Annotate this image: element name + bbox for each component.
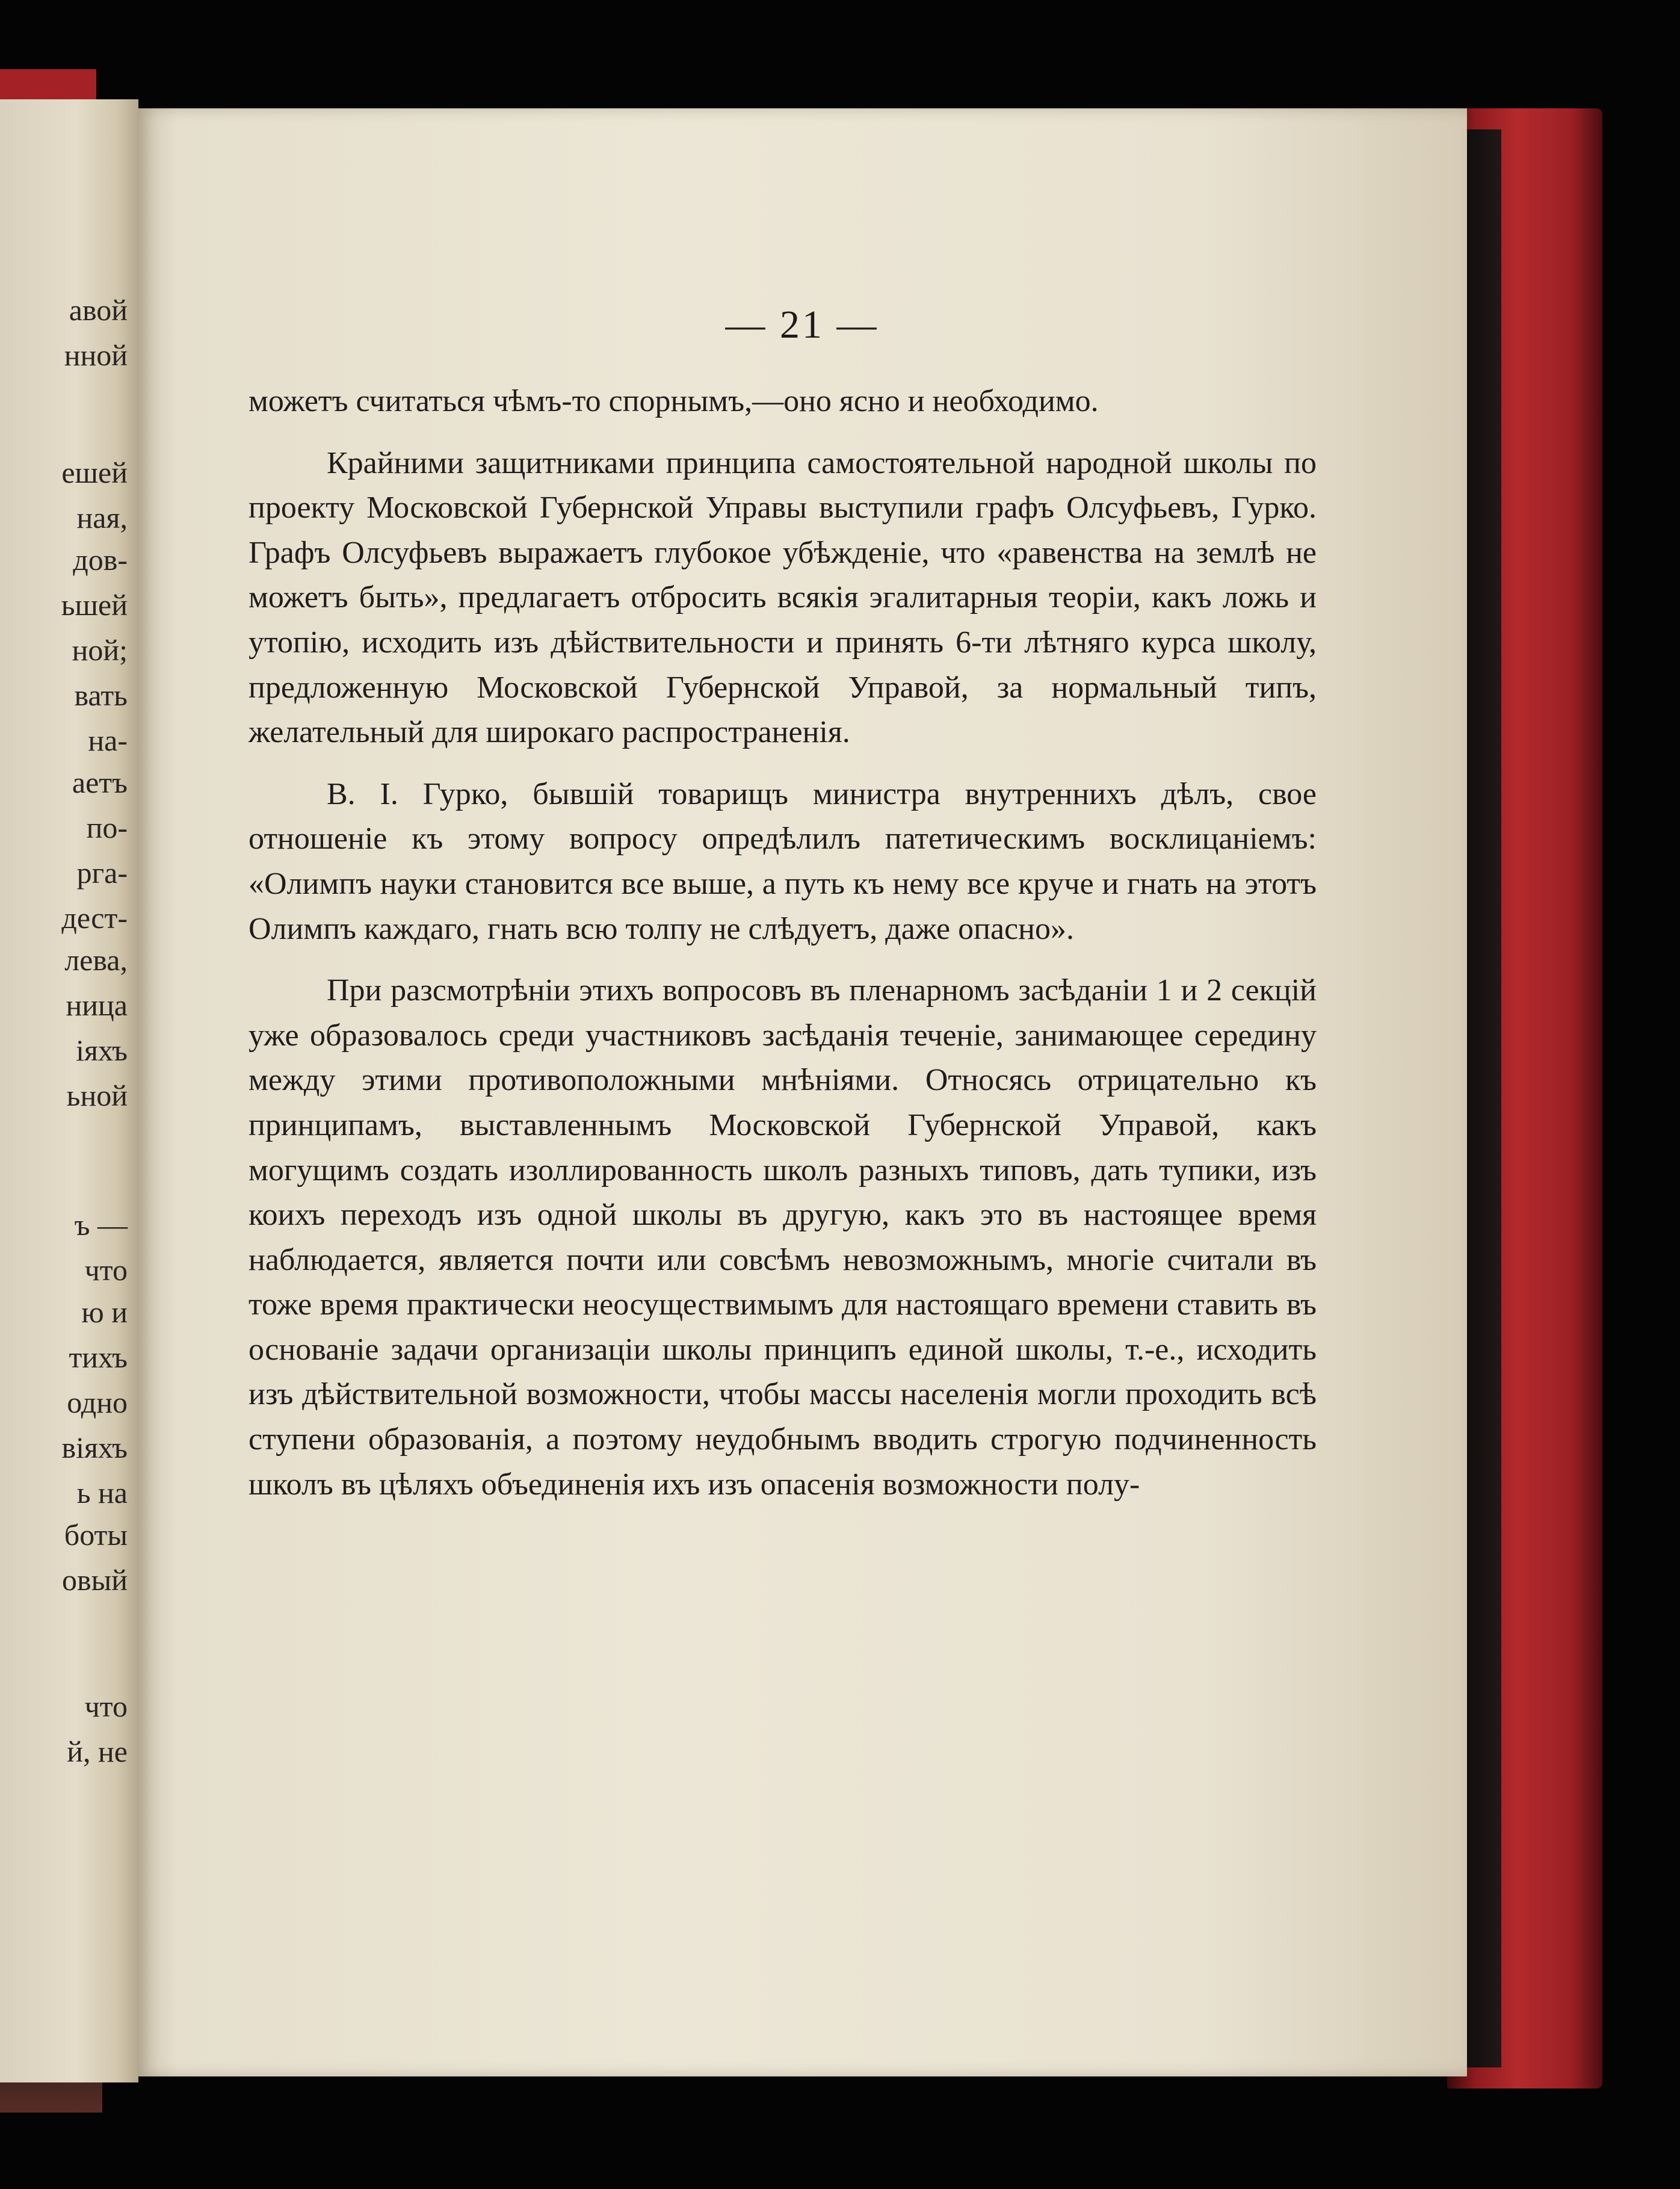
left-page-line: ьшей — [61, 588, 128, 622]
paragraph-1: можетъ считаться чѣмъ-то спорнымъ,—оно ясно и необходимо. — [249, 384, 1099, 418]
left-page-line: дов- — [73, 543, 128, 577]
left-page-line: на- — [88, 723, 128, 757]
left-page-line: ная, — [76, 501, 128, 534]
left-page-line: ъ — — [74, 1208, 128, 1242]
left-page-line: авой — [69, 293, 128, 327]
left-page-line: аетъ — [72, 766, 128, 799]
left-page-line: вать — [74, 678, 128, 712]
left-page-line: овый — [62, 1563, 128, 1597]
left-page-line: что — [84, 1253, 128, 1287]
left-page-line: одно — [67, 1386, 128, 1419]
left-page-line: ьной — [66, 1079, 128, 1112]
left-page-line: лева, — [64, 943, 128, 977]
paragraph-3: В. І. Гурко, бывшій товарищъ министра внутреннихъ дѣлъ, свое отношеніе къ этому вопросу опредѣлилъ патетическимъ восклицаніемъ: «Олимпъ науки становится все выше, а путь къ нему все круче и гнать на этотъ Олимпъ каждаго, гнать всю толпу не слѣдуетъ, даже опасно». — [249, 776, 1317, 946]
left-page-line: что — [84, 1689, 128, 1723]
left-page-line: рга- — [76, 856, 128, 890]
left-page-line: ю и — [81, 1295, 128, 1329]
left-facing-page — [0, 99, 138, 2082]
paragraph-4: При разсмотрѣніи этихъ вопросовъ въ пленарномъ засѣданіи 1 и 2 секцій уже образовалось среди участниковъ засѣданія теченіе, занимающее середину между этими противоположными мнѣніями. Относясь отрицательно къ принципамъ, выставленнымъ Московской Губернской Управой, какъ могущимъ создать изоллированность школъ разныхъ типовъ, дать тупики, изъ коихъ переходъ изъ одной школы въ другую, какъ это въ настоящее время наблюдается, является почти или совсѣмъ невозможнымъ, многіе считали въ тоже время практически неосуществимымъ для настоящаго времени ставить въ основаніе задачи организаціи школы принципъ единой школы, т.-е., исходить изъ дѣйствительной возможности, чтобы массы населенія могли проходить всѣ ступени образованія, а поэтому неудобнымъ вводить строгую подчиненность школъ въ цѣляхъ объединенія ихъ изъ опасенія возможности полу- — [249, 973, 1317, 1502]
left-page-line: віяхъ — [61, 1431, 128, 1464]
left-page-line: дест- — [61, 901, 128, 935]
page-body — [249, 379, 1317, 1507]
paragraph-2: Крайними защитниками принципа самостоятельной народной школы по проекту Московской Губернской Управы выступили графъ Олсуфьевъ, Гурко. Графъ Олсуфьевъ выражаетъ глубокое убѣжденіе, что «равенства на землѣ не можетъ быть», предлагаетъ отбросить всякія эгалитарныя теоріи, какъ ложь и утопію, исходить изъ дѣйствительности и принять 6-ти лѣтняго курса школу, предложенную Московской Губернской Управой, за нормальный типъ, желательный для широкаго распространенія. — [249, 445, 1317, 750]
left-page-line: іяхъ — [76, 1033, 128, 1067]
left-page-line: боты — [64, 1518, 128, 1552]
page-number: — 21 — — [725, 303, 879, 347]
left-page-line: й, не — [67, 1735, 128, 1768]
left-page-line: тихъ — [69, 1340, 128, 1374]
left-page-line: ь на — [76, 1476, 128, 1509]
left-page-line: ешей — [61, 456, 128, 489]
book-page — [137, 108, 1467, 2076]
left-page-line: ной; — [72, 633, 128, 667]
left-page-line: нной — [64, 338, 128, 372]
left-page-line: по- — [86, 811, 128, 844]
left-page-line: ница — [66, 988, 128, 1022]
